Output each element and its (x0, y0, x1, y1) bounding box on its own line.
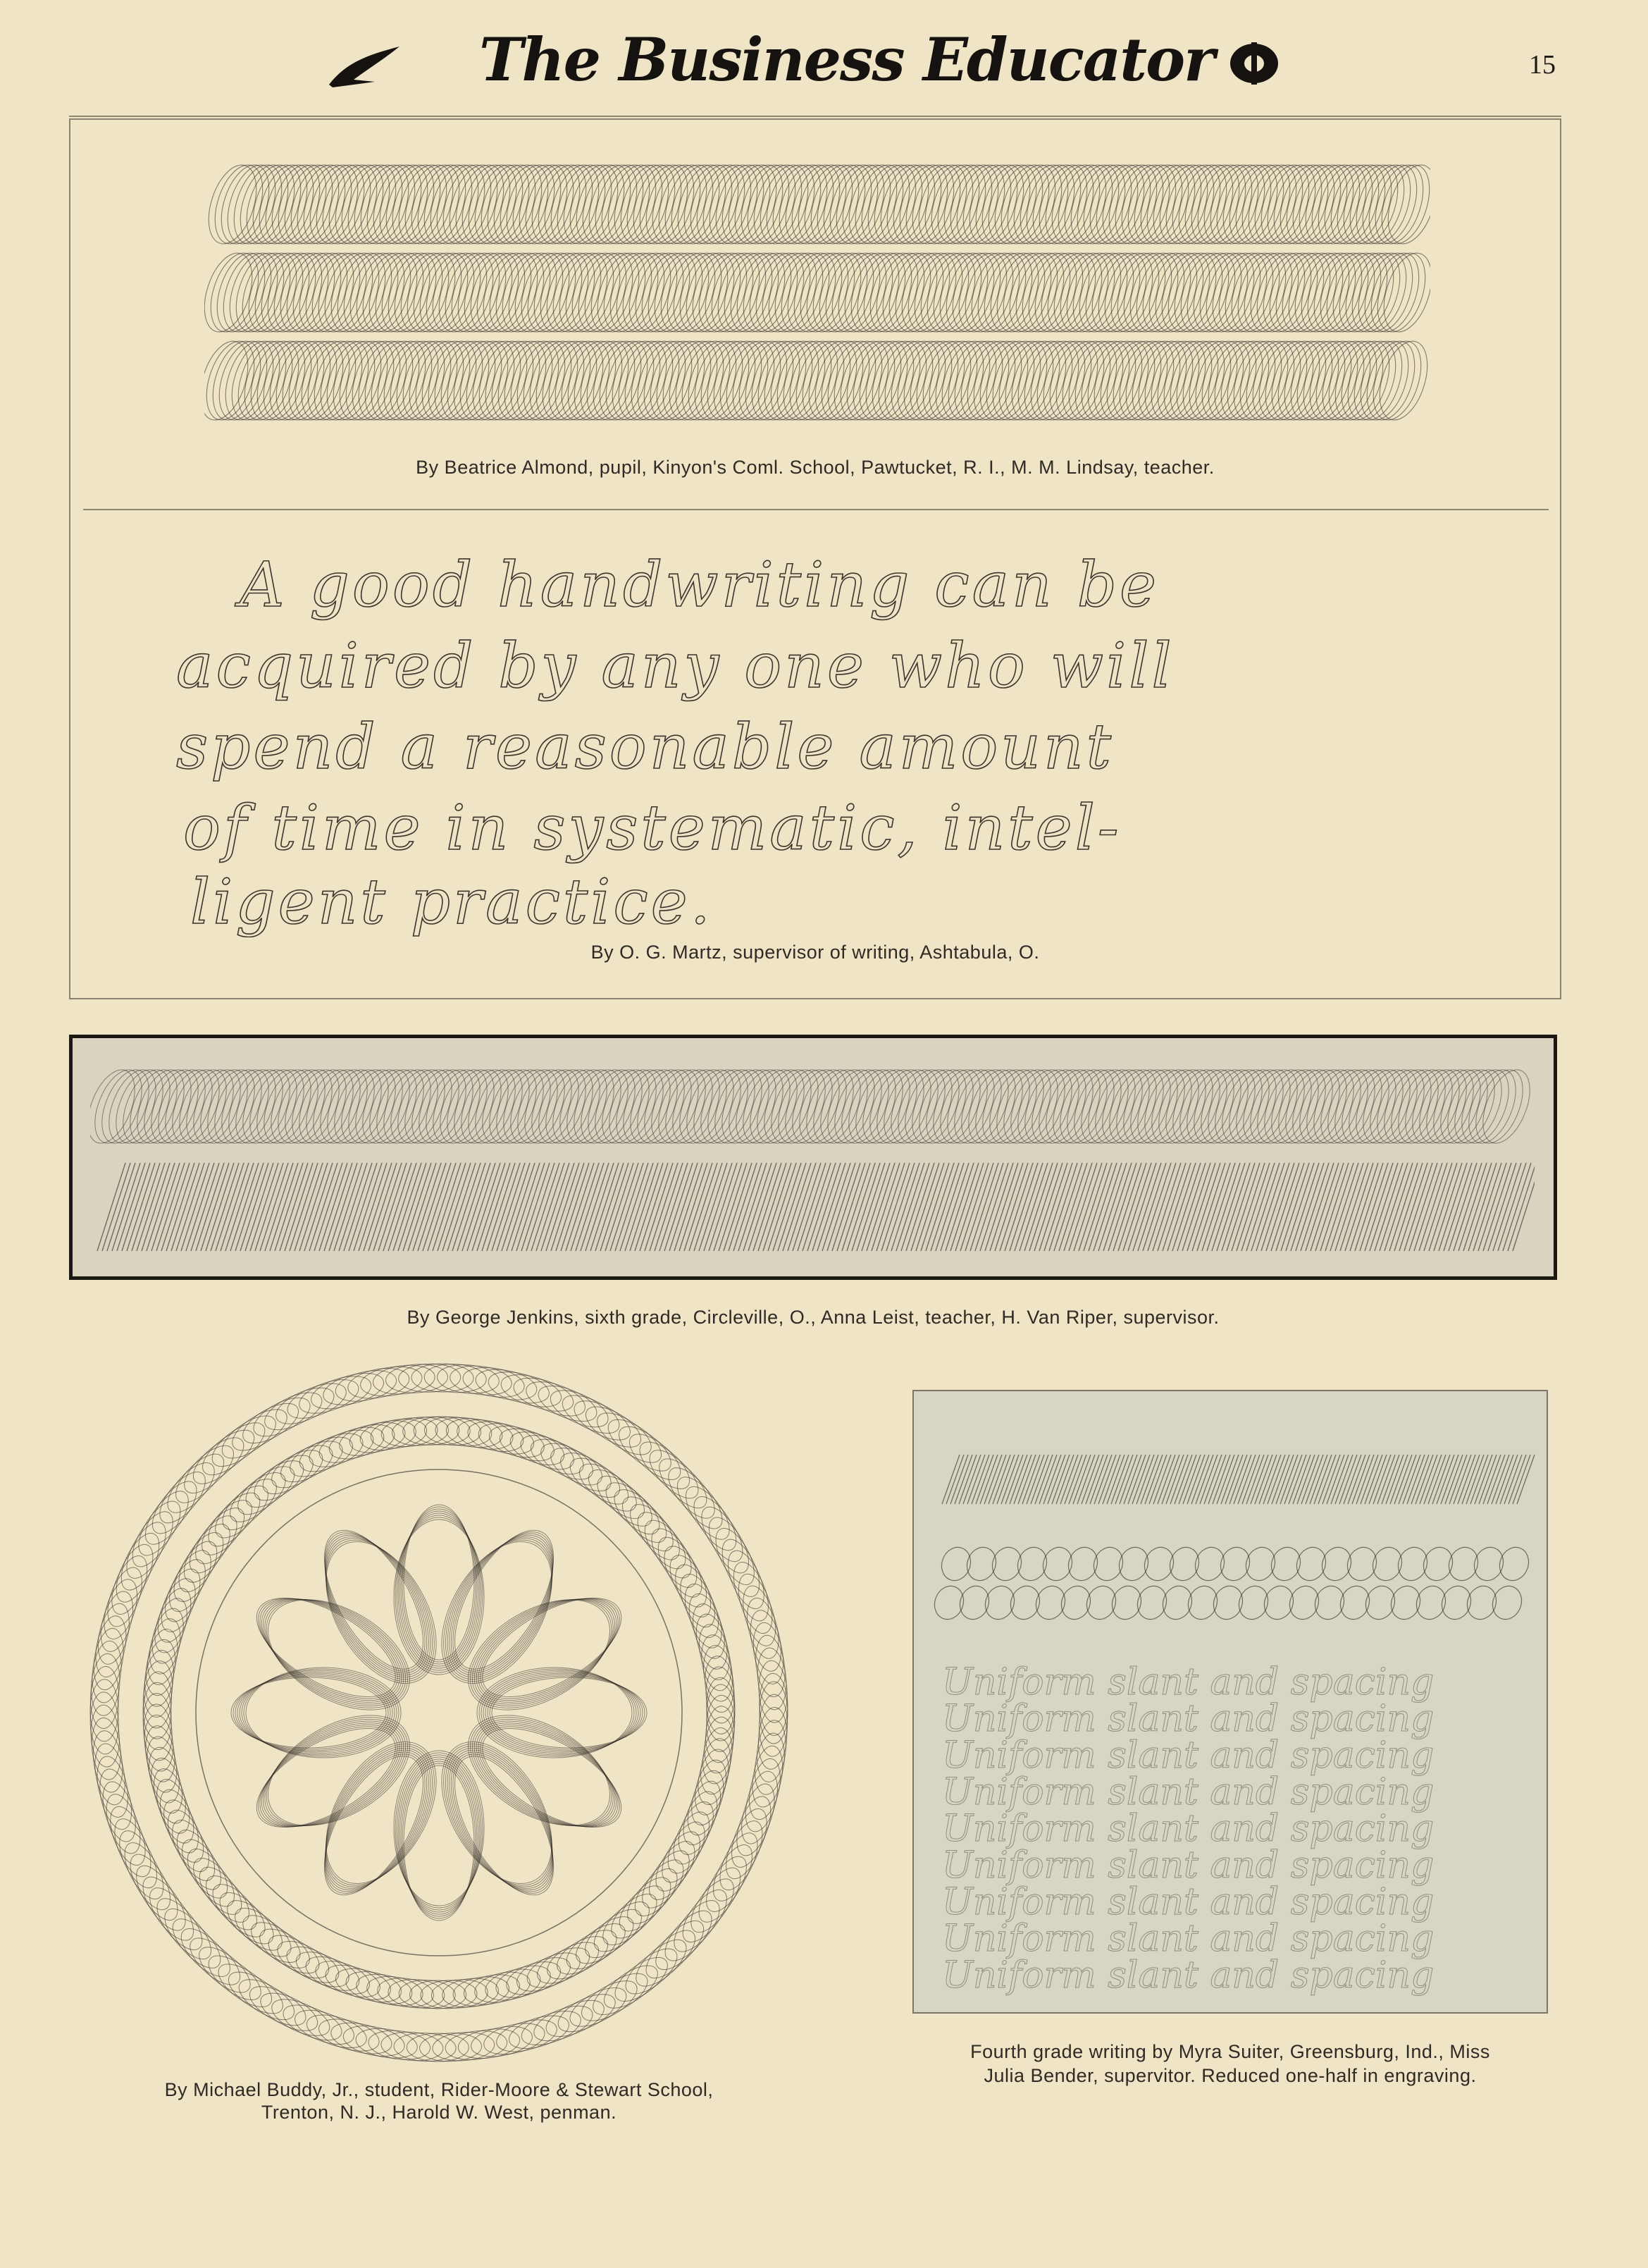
practice-phrase: Uniform slant and spacing (942, 1661, 1435, 1703)
script-line: acquired by any one who will (176, 629, 1175, 702)
suiter-plate (912, 1390, 1548, 2014)
jenkins-drill (90, 1057, 1535, 1262)
martz-caption: By O. G. Martz, supervisor of writing, Ashtabula, O. (590, 942, 1040, 963)
emblem-icon (1226, 35, 1282, 88)
almond-caption: By Beatrice Almond, pupil, Kinyon's Coml. School, Pawtucket, R. I., M. M. Lindsay, teacher. (416, 457, 1215, 478)
plate-divider (83, 509, 1549, 510)
suiter-caption-line1: Fourth grade writing by Myra Suiter, Greensburg, Ind., Miss (970, 2041, 1490, 2062)
practice-phrase: Uniform slant and spacing (942, 1808, 1435, 1850)
practice-phrase: Uniform slant and spacing (942, 1881, 1435, 1923)
script-line: spend a reasonable amount (176, 710, 1115, 783)
buddy-caption-line2: Trenton, N. J., Harold W. West, penman. (261, 2102, 617, 2123)
top-rule (69, 116, 1561, 117)
practice-phrase: Uniform slant and spacing (942, 1698, 1435, 1740)
script-line: ligent practice. (190, 865, 713, 937)
page-number: 15 (1529, 50, 1556, 80)
almond-oval-drill (204, 159, 1430, 433)
practice-phrase: Uniform slant and spacing (942, 1734, 1435, 1777)
jenkins-caption: By George Jenkins, sixth grade, Circleville, O., Anna Leist, teacher, H. Van Riper, supervisor. (407, 1307, 1220, 1328)
practice-phrase: Uniform slant and spacing (942, 1844, 1435, 1887)
martz-script-sample (169, 522, 1494, 937)
quill-pen-icon (326, 41, 403, 90)
buddy-circular-design (69, 1346, 809, 2072)
practice-phrase: Uniform slant and spacing (942, 1954, 1435, 1997)
practice-phrase: Uniform slant and spacing (942, 1771, 1435, 1813)
buddy-caption-line1: By Michael Buddy, Jr., student, Rider-Moore & Stewart School, (164, 2079, 714, 2100)
masthead (0, 14, 1648, 99)
masthead-title: The Business Educator (479, 25, 1214, 94)
suiter-caption-line2: Julia Bender, supervitor. Reduced one-half in engraving. (984, 2065, 1477, 2086)
practice-phrase: Uniform slant and spacing (942, 1918, 1435, 1960)
script-line: A good handwriting can be (240, 548, 1160, 621)
suiter-writing-sample (914, 1391, 1547, 2011)
script-line: of time in systematic, intel- (183, 791, 1122, 864)
